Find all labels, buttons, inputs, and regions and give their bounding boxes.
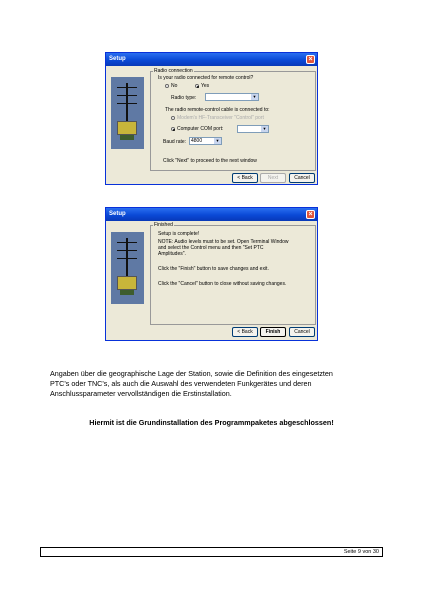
radio-button-selected-icon [171,127,175,131]
radio-type-select[interactable] [205,93,259,101]
group-title: Finished [154,222,173,228]
dialog-title-bar [106,208,317,221]
chevron-down-icon: ▼ [262,126,267,131]
complete-text: Setup is complete! [158,231,200,237]
next-button[interactable]: Next [260,173,286,183]
radio-button-icon [171,116,175,120]
group-title: Radio connection [154,68,193,74]
note-line-1: NOTE: Audio levels must to be set. Open Terminal Window [158,239,289,245]
cancel-button[interactable]: Cancel [289,173,315,183]
radio-modem-port[interactable] [171,115,264,121]
baud-rate-select[interactable] [189,137,222,145]
dialog-title: Setup [109,56,126,62]
radio-button-icon [165,84,169,88]
close-icon[interactable]: × [306,210,315,219]
radio-no[interactable] [165,83,177,89]
note-line-3: Amplitudes". [158,251,186,257]
paragraph-line: Anschlussparameter vervollständigen die Erstinstallation. [50,389,232,398]
radio-no-label: No [171,83,178,89]
radio-antenna-illustration [111,232,144,304]
com-port-label: Computer COM port: [177,126,224,132]
baud-rate-label: Baud rate: [163,139,187,145]
back-button[interactable]: < Back [232,327,258,337]
baud-rate-value: 4800 [191,138,203,144]
chevron-down-icon: ▼ [215,138,220,143]
com-port-select[interactable] [237,125,269,133]
radio-yes-label: Yes [201,83,210,89]
finish-hint-text: Click the "Finish" button to save changes and exit. [158,266,269,272]
back-button[interactable]: < Back [232,173,258,183]
cancel-button[interactable]: Cancel [289,327,315,337]
closing-statement: Hiermit ist die Grundinstallation des Programmpaketes abgeschlossen! [89,418,334,427]
note-line-2: and select the Control menu and then "Set PTC [158,245,264,251]
dialog-title-bar [106,53,317,66]
setup-dialog-radio [105,52,318,185]
page-footer [40,547,383,557]
paragraph-line: Angaben über die geographische Lage der Station, sowie die Definition des eingesetzten [50,369,333,378]
finish-button[interactable]: Finish [260,327,286,337]
page-number: Seite 9 von 30 [343,549,379,555]
radio-antenna-illustration [111,77,144,149]
paragraph-line: PTC's oder TNC's, als auch die Auswahl des verwendeten Funkgerätes und deren [50,379,312,388]
radio-yes[interactable] [195,83,209,89]
body-paragraph [50,369,381,399]
close-icon[interactable]: × [306,55,315,64]
dialog-title: Setup [109,211,126,217]
question-text: Is your radio connected for remote control? [158,75,254,81]
chevron-down-icon: ▼ [252,94,257,99]
cancel-hint-text: Click the "Cancel" button to close without saving changes. [158,281,287,287]
radio-connection-group [150,68,316,171]
setup-dialog-finished [105,207,318,341]
finished-group [150,222,316,325]
modem-port-label: Modem's HF-Transceiver "Control" port [177,115,264,121]
cable-text: The radio remote-control cable is connected to: [165,107,270,113]
radio-type-label: Radio type: [171,95,197,101]
radio-button-selected-icon [195,84,199,88]
next-hint-text: Click "Next" to proceed to the next window [163,158,257,164]
radio-com-port[interactable] [171,126,223,132]
